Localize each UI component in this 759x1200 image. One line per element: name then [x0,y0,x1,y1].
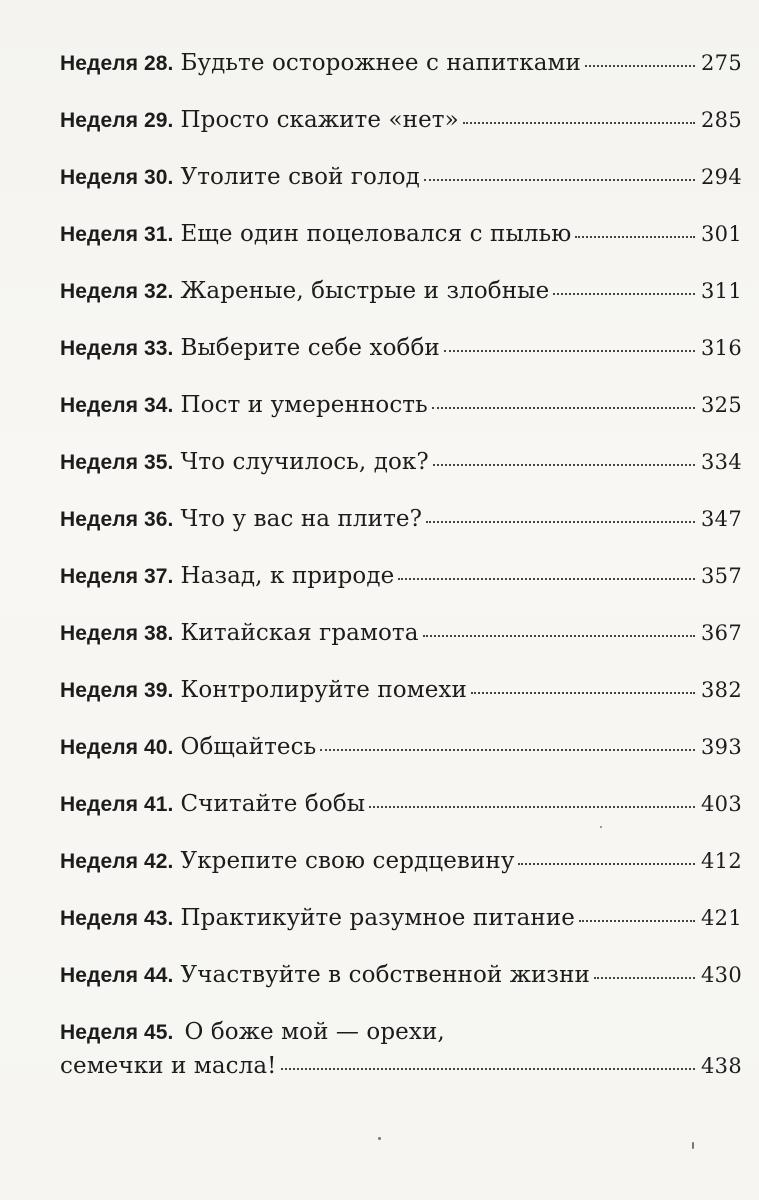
toc-entry-title: Укрепите свою сердцевину [180,848,515,874]
toc-entry-page: 438 [701,1054,742,1078]
paper-speck [600,826,602,828]
toc-entry-title: Что у вас на плите? [180,506,423,532]
dot-leader [575,236,695,238]
toc-entry-title: Пост и умеренность [180,392,428,418]
toc-entry-page: 301 [701,222,742,246]
toc-entry-week-39 [60,673,742,730]
paper-speck [692,1142,694,1149]
toc-entry-title: Жареные, быстрые и злобные [180,278,550,304]
toc-entry-week-31 [60,217,742,274]
toc-entry-title: Общайтесь [180,734,317,760]
dot-leader [594,977,695,979]
dot-leader [398,578,695,580]
toc-entry-title: Считайте бобы [180,791,366,817]
dot-leader [423,635,695,637]
toc-entry-label: Неделя 32. [60,280,174,303]
toc-entry-week-35 [60,445,742,502]
table-of-contents [60,46,742,1079]
toc-entry-label: Неделя 28. [60,52,174,75]
dot-leader [463,122,695,124]
dot-leader [369,806,695,808]
dot-leader [432,407,695,409]
toc-entry-week-34 [60,388,742,445]
toc-entry-label: Неделя 43. [60,907,174,930]
toc-entry-page: 367 [701,621,742,645]
dot-leader [518,863,695,865]
dot-leader [320,749,695,751]
toc-entry-title: Будьте осторожнее с напитками [180,50,581,76]
toc-entry-first-line [60,1019,742,1045]
toc-entry-page: 275 [701,51,742,75]
toc-entry-week-40 [60,730,742,787]
toc-entry-label: Неделя 34. [60,394,174,417]
toc-entry-week-44 [60,958,742,1015]
toc-entry-label: Неделя 33. [60,337,174,360]
toc-entry-title: Просто скажите «нет» [180,107,459,133]
toc-entry-label: Неделя 36. [60,508,174,531]
toc-entry-label: Неделя 38. [60,622,174,645]
toc-entry-title: Утолите свой голод [180,164,420,190]
toc-entry-label: Неделя 31. [60,223,174,246]
toc-entry-page: 334 [701,450,742,474]
toc-entry-page: 311 [701,279,742,303]
toc-entry-label: Неделя 30. [60,166,174,189]
toc-entry-page: 393 [701,735,742,759]
toc-entry-label: Неделя 41. [60,793,174,816]
toc-entry-page: 357 [701,564,742,588]
toc-entry-page: 294 [701,165,742,189]
toc-entry-title-continued: семечки и масла! [60,1053,277,1079]
toc-entry-week-36 [60,502,742,559]
dot-leader [426,521,695,523]
toc-entry-title: Еще один поцеловался с пылью [180,221,572,247]
dot-leader [444,350,695,352]
toc-entry-title: Выберите себе хобби [180,335,440,361]
dot-leader [579,920,695,922]
dot-leader [433,464,695,466]
toc-entry-title: Что случилось, док? [180,449,429,475]
toc-entry-page: 430 [701,963,742,987]
toc-entry-week-42 [60,844,742,901]
toc-entry-label: Неделя 45. [60,1021,174,1044]
toc-entry-label: Неделя 42. [60,850,174,873]
toc-entry-title: Контролируйте помехи [180,677,467,703]
toc-entry-second-line [60,1053,742,1079]
toc-entry-week-28 [60,46,742,103]
toc-entry-page: 403 [701,792,742,816]
toc-entry-week-43 [60,901,742,958]
dot-leader [281,1068,696,1070]
toc-entry-page: 382 [701,678,742,702]
toc-entry-title: Участвуйте в собственной жизни [180,962,590,988]
toc-entry-week-30 [60,160,742,217]
toc-entry-label: Неделя 35. [60,451,174,474]
dot-leader [585,65,695,67]
dot-leader [553,293,695,295]
toc-entry-title: Китайская грамота [180,620,419,646]
toc-entry-week-45 [60,1015,742,1079]
toc-entry-label: Неделя 44. [60,964,174,987]
toc-entry-title: О боже мой — орехи, [184,1019,445,1045]
toc-entry-page: 412 [701,849,742,873]
toc-entry-page: 421 [701,906,742,930]
toc-entry-label: Неделя 39. [60,679,174,702]
toc-entry-page: 316 [701,336,742,360]
toc-entry-week-37 [60,559,742,616]
dot-leader [471,692,695,694]
toc-entry-title: Практикуйте разумное питание [180,905,575,931]
toc-entry-week-32 [60,274,742,331]
toc-entry-page: 347 [701,507,742,531]
toc-entry-week-33 [60,331,742,388]
toc-entry-page: 285 [701,108,742,132]
toc-entry-label: Неделя 40. [60,736,174,759]
toc-entry-title: Назад, к природе [180,563,395,589]
toc-entry-label: Неделя 29. [60,109,174,132]
toc-entry-page: 325 [701,393,742,417]
toc-entry-week-38 [60,616,742,673]
dot-leader [424,179,695,181]
toc-entry-week-41 [60,787,742,844]
toc-entry-week-29 [60,103,742,160]
toc-entry-label: Неделя 37. [60,565,174,588]
paper-speck [378,1137,381,1140]
